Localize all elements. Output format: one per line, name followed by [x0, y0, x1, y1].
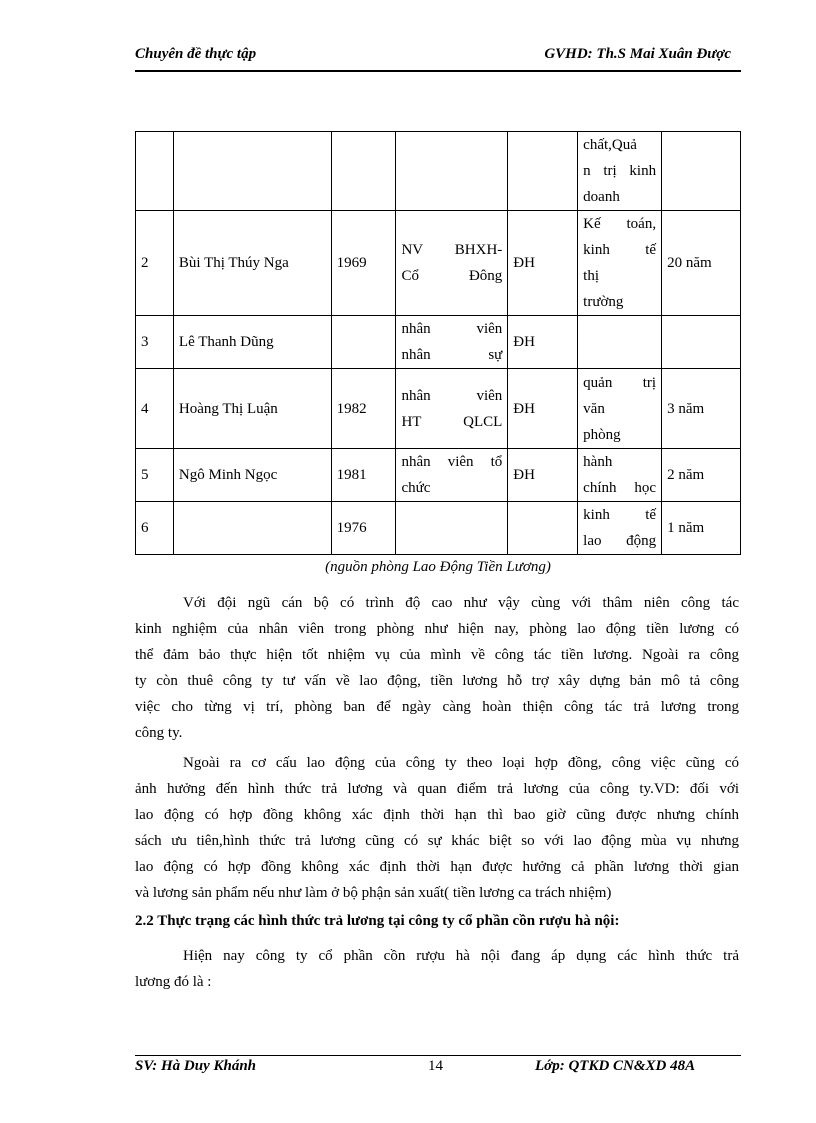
paragraph-line: sách ưu tiên,hình thức trả lương cũng có sự khác biệt so với lao động mùa vụ nhưng — [135, 833, 739, 849]
paragraph-line: việc cho từng vị trí, phòng ban để ngày càng hoàn thiện công tác trả lương trong — [135, 699, 739, 715]
cell-position — [396, 211, 508, 316]
cell-line: nhân sự — [401, 347, 503, 363]
cell-line: nhân viên — [401, 321, 503, 337]
cell-year — [331, 316, 396, 369]
cell-experience: 20 năm — [662, 211, 741, 316]
cell-line: quản trị — [583, 374, 657, 391]
staff-table — [135, 131, 741, 555]
cell-year: 1976 — [331, 502, 396, 555]
cell-line: Cổ Đông — [401, 268, 503, 284]
cell-line: phòng — [583, 426, 621, 443]
cell-degree — [508, 502, 578, 555]
cell-experience: 2 năm — [662, 449, 741, 502]
table-row — [136, 211, 741, 316]
cell-line: chức — [401, 480, 431, 496]
cell-line: Kế toán, — [583, 216, 657, 232]
cell-major — [578, 132, 662, 211]
cell-degree: ĐH — [508, 369, 578, 449]
paragraph-2 — [135, 750, 739, 906]
cell-line: chính học — [583, 480, 657, 496]
cell-name — [173, 502, 331, 555]
cell-stt: 3 — [136, 316, 174, 369]
cell-line: HT QLCL — [401, 413, 503, 430]
cell-experience: 3 năm — [662, 369, 741, 449]
cell-name: Hoàng Thị Luận — [173, 369, 331, 449]
table-row — [136, 369, 741, 449]
paragraph-1 — [135, 590, 739, 746]
cell-experience: 1 năm — [662, 502, 741, 555]
paragraph-line: và lương sản phẩm nếu như làm ở bộ phận sản xuất( tiền lương ca trách nhiệm) — [135, 885, 612, 901]
cell-position — [396, 502, 508, 555]
cell-line: chất,Quả — [583, 137, 637, 153]
cell-degree: ĐH — [508, 449, 578, 502]
page-number: 14 — [428, 1058, 443, 1074]
cell-position — [396, 369, 508, 449]
cell-line: n trị kinh — [583, 163, 657, 179]
table-caption: (nguồn phòng Lao Động Tiền Lương) — [325, 559, 551, 575]
paragraph-line: ảnh hưởng đến hình thức trả lương và quan điểm trả lương của công ty.VD: đối với — [135, 781, 739, 797]
cell-line: văn — [583, 400, 605, 417]
cell-experience — [662, 132, 741, 211]
table-row — [136, 316, 741, 369]
footer-rule — [135, 1055, 741, 1056]
cell-year: 1982 — [331, 369, 396, 449]
cell-name: Bùi Thị Thúy Nga — [173, 211, 331, 316]
cell-line: trường — [583, 294, 624, 310]
cell-major — [578, 211, 662, 316]
cell-stt: 6 — [136, 502, 174, 555]
paragraph-line: Với đội ngũ cán bộ có trình độ cao như vậy cùng với thâm niên công tác — [183, 595, 739, 611]
page-header — [135, 44, 741, 72]
cell-stt — [136, 132, 174, 211]
header-left: Chuyên đề thực tập — [135, 46, 257, 62]
cell-line: doanh — [583, 189, 620, 205]
cell-line: kinh tế — [583, 507, 657, 523]
cell-year — [331, 132, 396, 211]
footer-student: SV: Hà Duy Khánh — [135, 1058, 257, 1074]
cell-position — [396, 132, 508, 211]
paragraph-line: kinh nghiệm của nhân viên trong phòng như hiện nay, phòng lao động tiền lương có — [135, 621, 739, 637]
paragraph-line: Ngoài ra cơ cấu lao động của công ty theo loại hợp đồng, công việc cũng có — [183, 755, 739, 771]
table-row — [136, 502, 741, 555]
cell-major — [578, 502, 662, 555]
cell-stt: 2 — [136, 211, 174, 316]
cell-name — [173, 132, 331, 211]
cell-experience — [662, 316, 741, 369]
cell-position — [396, 449, 508, 502]
table-row — [136, 132, 741, 211]
cell-line: kinh tế — [583, 242, 657, 258]
cell-year: 1981 — [331, 449, 396, 502]
paragraph-line: lương đó là : — [135, 974, 212, 990]
paragraph-line: lao động có hợp đồng không xác định thời hạn được hưởng cả phần lương thời gian — [135, 859, 739, 875]
header-right: GVHD: Th.S Mai Xuân Được — [544, 46, 731, 62]
paragraph-line: ty còn thuê công ty tư vấn về lao động, tiền lương hỗ trợ xây dựng bản mô tả công — [135, 673, 739, 689]
cell-major — [578, 369, 662, 449]
cell-name: Ngô Minh Ngọc — [173, 449, 331, 502]
section-heading: 2.2 Thực trạng các hình thức trả lương tại công ty cổ phần cồn rượu hà nội: — [135, 913, 620, 929]
footer-class: Lớp: QTKD CN&XD 48A — [535, 1058, 696, 1074]
cell-line: NV BHXH- — [401, 242, 503, 258]
cell-year: 1969 — [331, 211, 396, 316]
table-row — [136, 449, 741, 502]
cell-position — [396, 316, 508, 369]
cell-line: nhân viên — [401, 387, 503, 404]
cell-name: Lê Thanh Dũng — [173, 316, 331, 369]
cell-stt: 5 — [136, 449, 174, 502]
cell-degree: ĐH — [508, 211, 578, 316]
cell-stt: 4 — [136, 369, 174, 449]
cell-major — [578, 449, 662, 502]
cell-line: lao động — [583, 533, 657, 549]
cell-line: nhân viên tổ — [401, 454, 503, 470]
cell-line: hành — [583, 454, 613, 470]
cell-degree — [508, 132, 578, 211]
cell-line: thị — [583, 268, 599, 284]
paragraph-line: công ty. — [135, 725, 183, 741]
paragraph-3 — [135, 943, 739, 995]
paragraph-line: thể đảm bảo thực hiện tốt nhiệm vụ của mình về công tác tiền lương. Ngoài ra công — [135, 647, 739, 663]
paragraph-line: lao động có hợp đồng không xác định thời hạn thì bao giờ cũng được nhưng chính — [135, 807, 739, 823]
paragraph-line: Hiện nay công ty cổ phần cồn rượu hà nội đang áp dụng các hình thức trả — [183, 948, 739, 964]
cell-degree: ĐH — [508, 316, 578, 369]
cell-major — [578, 316, 662, 369]
